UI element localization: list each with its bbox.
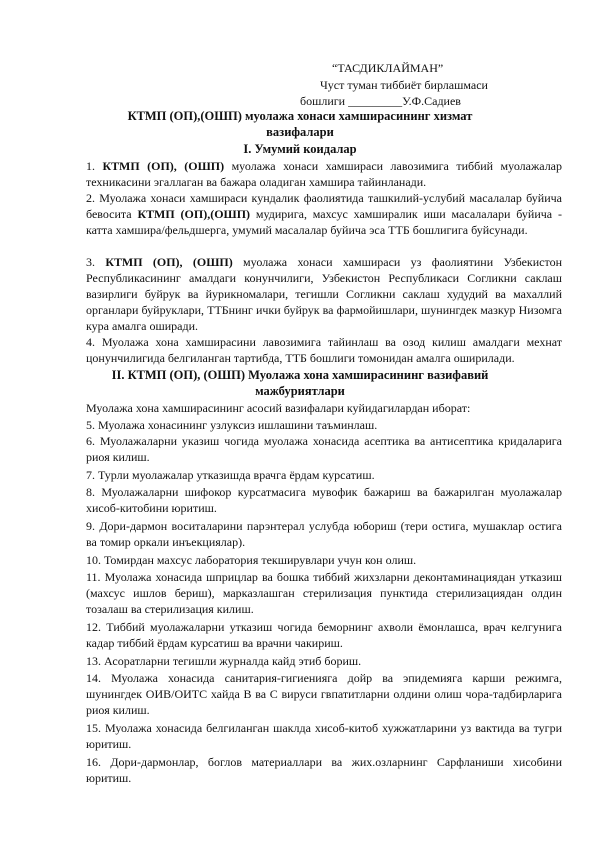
paragraph-6 (86, 433, 562, 465)
paragraph-text: Муолажа хонасида шприцлар ва бошка тиббий жихзларни деконтаминациядан утказиш (махсус ишлов бериш), марказлашган стерилизация пунктида стерилизациядан олдин тозалаш ва стерилизация килиш. (86, 570, 563, 616)
paragraph-text: Муолажа хонасида санитария-гигиенияга дойр ва эпидемияга карши режимга, шунингдек ОИВ/ОИТС хайда В ва С вируси гвпатитларни олдини олиш чора-тадбирларига риоя килиш. (86, 671, 563, 717)
paragraph-3 (86, 254, 562, 334)
paragraph-bold-text: КТМП (ОП), (ОШП) (105, 255, 233, 269)
paragraph-1 (86, 158, 562, 190)
paragraph-bold-text: КТМП (ОП),(ОШП) (137, 207, 251, 221)
document-title-line2: вазифалари (266, 125, 334, 139)
paragraph-text: Муолажа хона хамширасининг асосий вазифалари куйидагилардан иборат: (86, 401, 471, 415)
document-title-line1: КТМП (ОП),(ОШП) муолажа хонаси хамширасининг хизмат (127, 109, 473, 123)
paragraph-text: муолажа хонаси хамшираси лавозимига тиббий муолажалар техникасини эгаллаган ва бажара оладиган хамшира тайинланади. (86, 159, 563, 189)
paragraph-14 (86, 670, 562, 718)
paragraph-9 (86, 518, 562, 550)
paragraph-16 (86, 754, 562, 786)
paragraph-text: Муолажа хонасида белгиланган шаклда хисоб-китоб хужжатларини уз вактида ва тугри юритиш. (86, 721, 562, 751)
paragraph-number: 12. (86, 620, 101, 634)
paragraph-8 (86, 484, 562, 516)
paragraph-text: Дори-дармон воситаларини парэнтерал услубда юбориш (тери остига, мушаклар остига ва томир оркали инъекциялар). (86, 519, 563, 549)
paragraph-text: мудирига, махсус хамширалик иши масалалари буйича - катта хамшира/фельдшерга, умумий масалалар буйича эса ТТБ бошлигига буйсунади. (86, 207, 562, 237)
paragraph-number: 13. (86, 654, 101, 668)
approval-title: “ТАСДИКЛАЙМАН” (332, 61, 444, 75)
section-heading-text: I. Умумий коидалар (243, 142, 357, 156)
paragraph-number: 3. (86, 255, 95, 269)
paragraph-number: 14. (86, 671, 101, 685)
paragraph-text: Дори-дармонлар, боглов материаллари ва жих.озларнинг Сарфланиши хисобини юритиш. (86, 755, 563, 785)
paragraph-5 (86, 417, 562, 433)
paragraph-text: Муолажа хона хамширасини лавозимига тайинлаш ва озод килиш амалдаги мехнат цонунчилигида белгиланган тартибда, ТТБ бошлиги томонидан амалга оширилади. (86, 335, 563, 365)
paragraph-text: Томирдан махсус лаборатория текширувлари учун кон олиш. (104, 553, 417, 567)
paragraph-10 (86, 552, 562, 568)
paragraph-number: 6. (86, 434, 95, 448)
paragraph-number: 4. (86, 335, 95, 349)
paragraph-12 (86, 619, 562, 651)
paragraph-number: 1. (86, 159, 95, 173)
paragraph-2 (86, 190, 562, 238)
section-heading-line2: мажбуриятлари (255, 383, 345, 398)
paragraph-number: 15. (86, 721, 101, 735)
paragraph-text: Асоратларни тегишли журналда кайд этиб бориш. (104, 654, 362, 668)
paragraph-number: 16. (86, 755, 101, 769)
approval-signatory: бошлиги _________У.Ф.Садиев (300, 94, 461, 108)
paragraph-number: 8. (86, 485, 95, 499)
section-heading-duties (90, 368, 510, 399)
paragraph-text: Муолажаларни шифокор курсатмасига мувофик бажариш ва бажарилган муолажалар хисоб-китобини юритиш. (86, 485, 562, 515)
approval-organization: Чуст туман тиббиёт бирлашмаси (320, 77, 488, 92)
paragraph-text: Муолажаларни указиш чогида муолажа хонасида асептика ва антисептика кридаларига риоя килиш. (86, 434, 563, 464)
paragraph-13 (86, 653, 562, 669)
paragraph-text: Турли муолажалар утказишда врачга ёрдам курсатиш. (98, 468, 375, 482)
paragraph-11 (86, 569, 562, 617)
paragraph-number: 9. (86, 519, 95, 533)
paragraph-number: 7. (86, 468, 95, 482)
paragraph-text: Муолажа хонасининг узлуксиз ишлашини таъминлаш. (98, 418, 378, 432)
paragraph-4 (86, 334, 562, 366)
paragraph-number: 11. (86, 570, 101, 584)
section-heading-general (90, 142, 510, 158)
paragraph-number: 2. (86, 191, 95, 205)
document-title (90, 108, 510, 140)
paragraph-text-before: Муолажа хонаси хамшираси кундалик фаолиятида ташкилий-услубий масалалар буйича бевосита (86, 191, 563, 221)
paragraph-15 (86, 720, 562, 752)
paragraph-number: 5. (86, 418, 95, 432)
approval-block (300, 60, 560, 110)
section-heading-line1: II. КТМП (ОП), (ОШП) Муолажа хона хамширасининг вазифавий (111, 368, 489, 382)
paragraph-bold-text: КТМП (ОП), (ОШП) (102, 159, 225, 173)
paragraph-intro (86, 400, 562, 416)
paragraph-text: муолажа хонаси хамшираси уз фаолиятини Узбекистон Республикасининг амалдаги конунчилиги, Узбекистон Республикаси Согликни саклаш вазирлиги буйрук ва йурикномалари, тегишли Согликни саклаш худудий ва махаллий органлари буйруклари, ТТБнинг ички буйрук ва фармойишлари, шунингдек мазкур Низомга кура амалга оширади. (86, 255, 562, 333)
paragraph-number: 10. (86, 553, 101, 567)
paragraph-text: Тиббий муолажаларни утказиш чогида беморнинг ахволи ёмонлашса, врач келгунига кадар тиббий ёрдам курсатиш ва врачни чакириш. (86, 620, 563, 650)
paragraph-7 (86, 467, 562, 483)
